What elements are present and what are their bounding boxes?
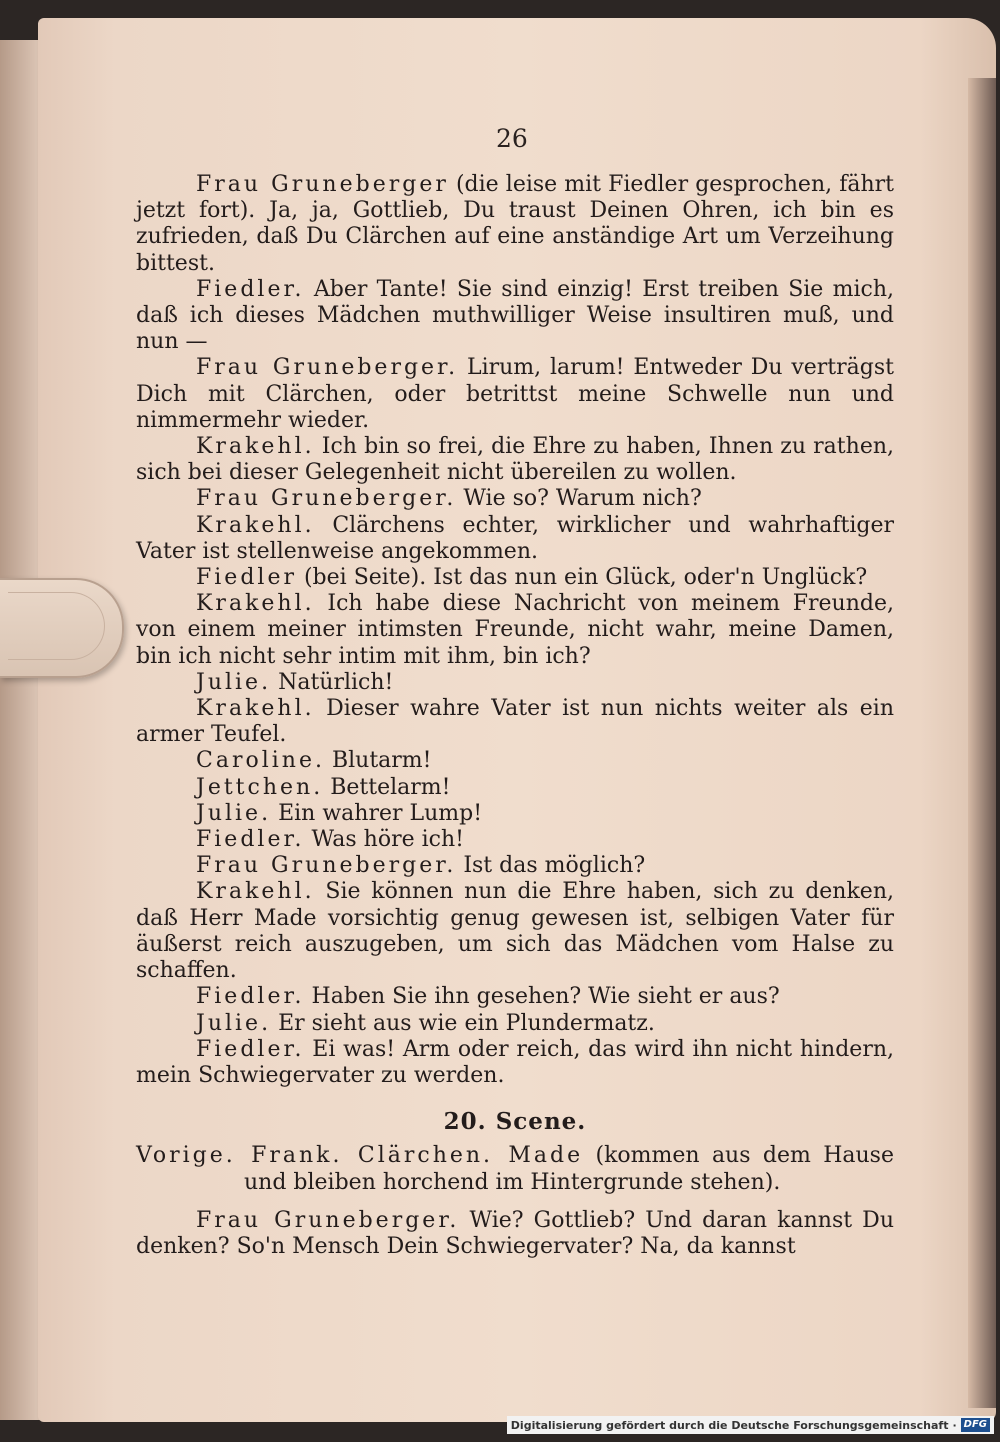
paragraph <box>136 591 894 670</box>
speech: Ei was! Arm oder reich, das wird ihn nicht hindern, mein Schwiegervater zu werden. <box>136 1036 894 1088</box>
speaker: Julie. <box>196 800 272 826</box>
speaker: Frau Gruneberger. <box>196 355 459 381</box>
speaker: Krakehl. <box>196 591 315 617</box>
stage-direction-text: (kommen aus dem Hause und bleiben horchend im Hintergrunde stehen). <box>244 1143 894 1195</box>
paragraph <box>136 434 894 486</box>
speech: Bettelarm! <box>323 774 451 800</box>
page-number: 26 <box>496 124 528 153</box>
paragraph <box>136 355 894 434</box>
paragraph <box>136 565 894 591</box>
digitization-footer: Digitalisierung gefördert durch die Deutsche Forschungsgemeinschaft · DFG <box>507 1416 994 1434</box>
speech: Was höre ich! <box>304 827 464 853</box>
paragraph <box>136 827 894 853</box>
speaker: Frau Gruneberger. <box>196 1207 460 1233</box>
speech: Ich habe diese Nachricht von meinem Freunde, von einem meiner intimsten Freunde, nicht wahr, meine Damen, bin ich nicht sehr intim mit ihm, bin ich? <box>136 591 894 669</box>
speech: Natürlich! <box>271 669 394 695</box>
paragraph <box>136 984 894 1010</box>
speaker: Fiedler. <box>196 827 305 853</box>
speech: Ich bin so frei, die Ehre zu haben, Ihnen zu rathen, sich bei dieser Gelegenheit nicht übereilen zu wollen. <box>136 434 894 486</box>
speech: Aber Tante! Sie sind einzig! Erst treiben Sie mich, daß ich dieses Mädchen muthwilliger Weise insultiren muß, und nun — <box>136 276 894 355</box>
paragraph <box>136 172 894 277</box>
paragraph <box>136 1208 894 1260</box>
speech: Lirum, larum! Entweder Du verträgst Dich mit Clärchen, oder betrittst meine Schwelle nun und nimmermehr wieder. <box>136 355 894 433</box>
paragraph <box>136 696 894 748</box>
speech: Er sieht aus wie ein Plundermatz. <box>271 1010 655 1036</box>
speaker: Fiedler. <box>196 984 305 1010</box>
speaker: Krakehl. <box>196 434 315 460</box>
speech: Dieser wahre Vater ist nun nichts weiter als ein armer Teufel. <box>136 696 894 748</box>
speech: (die leise mit Fiedler gesprochen, fährt jetzt fort). Ja, ja, Gottlieb, Du traust Deinen Ohren, ich bin es zufrieden, daß Du Clärchen auf eine anständige Art um Verzeihung bittest. <box>136 172 894 276</box>
speech: (bei Seite). Ist das nun ein Glück, oder'n Unglück? <box>296 565 868 591</box>
speaker: Julie. <box>196 1010 272 1036</box>
speech: Blutarm! <box>324 748 432 774</box>
bookmark-tab <box>0 578 124 678</box>
paragraph <box>136 879 894 984</box>
paragraph <box>136 775 894 801</box>
paragraph <box>136 853 894 879</box>
speech: Wie? Gottlieb? Und daran kannst Du denken? So'n Mensch Dein Schwiegervater? Na, da kannst <box>136 1207 894 1259</box>
paragraph <box>136 277 894 356</box>
speech: Clärchens echter, wirklicher und wahrhaftiger Vater ist stellenweise angekommen. <box>136 512 894 564</box>
paragraph <box>136 748 894 774</box>
speaker: Caroline. <box>196 748 325 774</box>
stage-speakers: Vorige. Frank. Clärchen. Made <box>136 1143 584 1169</box>
page-curl <box>968 78 996 1408</box>
speaker: Krakehl. <box>196 512 315 538</box>
stage-direction <box>136 1143 894 1195</box>
speech: Sie können nun die Ehre haben, sich zu denken, daß Herr Made vorsichtig genug gewesen ist, selbigen Vater für äußerst reich auszugeben, um sich das Mädchen vom Halse zu schaffen. <box>136 879 894 984</box>
footer-credit: Digitalisierung gefördert durch die Deutsche Forschungsgemeinschaft <box>510 1418 949 1432</box>
paragraph <box>136 1037 894 1089</box>
speaker: Frau Gruneberger. <box>196 486 457 512</box>
speech: Wie so? Warum nich? <box>456 486 702 512</box>
speaker: Krakehl. <box>196 879 315 905</box>
paragraph <box>136 801 894 827</box>
paragraph <box>136 670 894 696</box>
paragraph <box>136 513 894 565</box>
speaker: Frau Gruneberger. <box>196 853 457 879</box>
speaker: Fiedler <box>196 565 297 591</box>
speaker: Krakehl. <box>196 696 315 722</box>
speech: Haben Sie ihn gesehen? Wie sieht er aus? <box>304 984 780 1010</box>
scene-heading: 20. Scene. <box>443 1108 587 1136</box>
page-text <box>136 172 894 1260</box>
speaker: Julie. <box>196 669 272 695</box>
speaker: Fiedler. <box>196 1036 305 1062</box>
paragraph <box>136 486 894 512</box>
speaker: Frau Gruneberger <box>196 172 449 197</box>
paragraph <box>136 1011 894 1037</box>
dfg-logo-icon: DFG <box>961 1418 990 1432</box>
speaker: Jettchen. <box>196 774 324 800</box>
speech: Ein wahrer Lump! <box>271 800 483 826</box>
speech: Ist das möglich? <box>456 853 646 879</box>
speaker: Fiedler. <box>196 276 305 302</box>
